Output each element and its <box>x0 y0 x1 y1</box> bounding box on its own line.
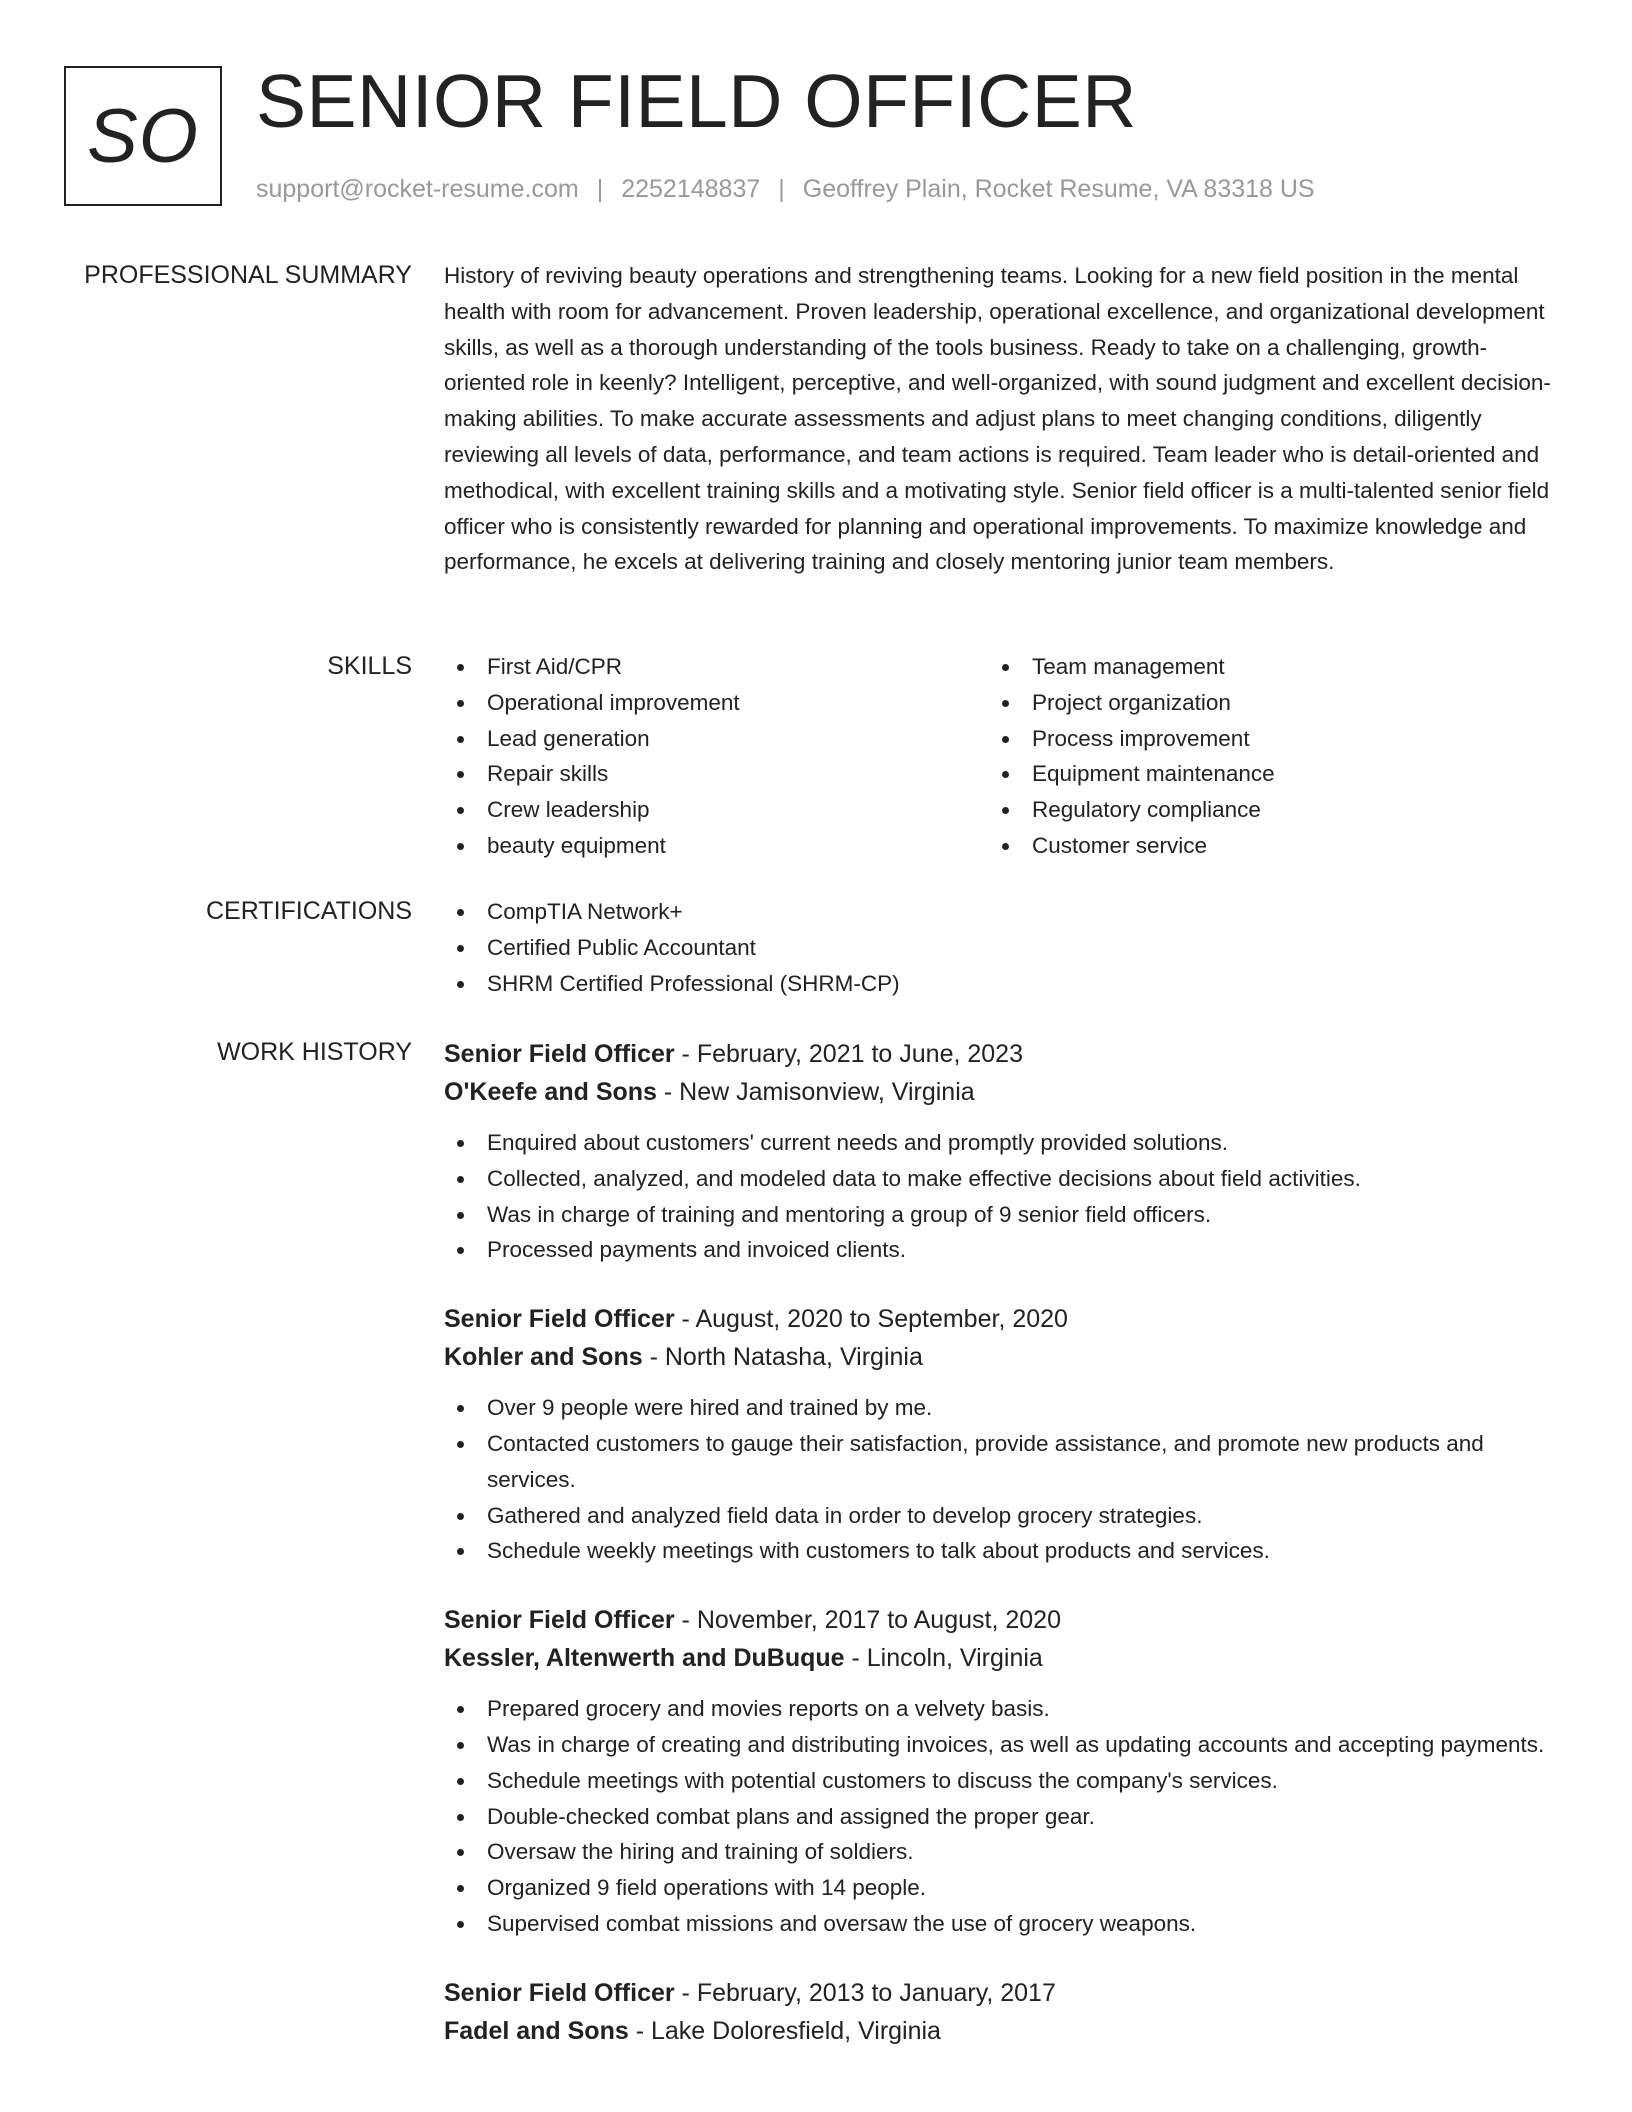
job-dates: - February, 2013 to January, 2017 <box>674 1978 1056 2007</box>
job-entry <box>444 1601 1559 1942</box>
section-label-summary: PROFESSIONAL SUMMARY <box>84 261 412 289</box>
monogram-initials: SO <box>87 93 199 179</box>
job-dates: - August, 2020 to September, 2020 <box>674 1305 1068 1334</box>
job-title: Senior Field Officer <box>444 1978 675 2007</box>
job-dates: - February, 2021 to June, 2023 <box>674 1040 1023 1068</box>
work-history-body <box>444 1035 1559 2082</box>
job-employer <box>444 2012 1559 2050</box>
skill-item: Process improvement <box>989 721 1534 757</box>
skills-list-right <box>989 649 1534 864</box>
job-company: Fadel and Sons <box>444 2016 629 2045</box>
job-duty-item: Contacted customers to gauge their satisfaction, provide assistance, and promote new products and services. <box>444 1426 1559 1498</box>
job-duty-item: Organized 9 field operations with 14 people. <box>444 1870 1559 1906</box>
certification-item: CompTIA Network+ <box>444 894 1559 930</box>
job-header <box>444 1300 1559 1338</box>
certifications-list <box>444 894 1559 1001</box>
job-header <box>444 1974 1559 2012</box>
job-duties <box>444 1390 1559 1569</box>
skill-item: Equipment maintenance <box>989 756 1534 792</box>
job-duties <box>444 1691 1559 1942</box>
job-employer <box>444 1338 1559 1376</box>
skill-item: Team management <box>989 649 1534 685</box>
skill-item: Repair skills <box>444 756 989 792</box>
job-company: O'Keefe and Sons <box>444 1078 657 1106</box>
job-title: Senior Field Officer <box>444 1305 675 1334</box>
skill-item: Regulatory compliance <box>989 792 1534 828</box>
job-location: - Lake Doloresfield, Virginia <box>628 2016 941 2045</box>
certification-item: SHRM Certified Professional (SHRM-CP) <box>444 966 1559 1002</box>
section-label-skills: SKILLS <box>327 652 412 680</box>
job-duty-item: Schedule meetings with potential customers to discuss the company's services. <box>444 1763 1559 1799</box>
skill-item: Project organization <box>989 685 1534 721</box>
section-label-certifications: CERTIFICATIONS <box>205 897 412 925</box>
skill-item: beauty equipment <box>444 828 989 864</box>
job-company: Kohler and Sons <box>444 1343 643 1372</box>
summary-body <box>444 258 1559 580</box>
contact-phone: 2252148837 <box>621 175 761 203</box>
skills-grid <box>444 649 1559 864</box>
job-header <box>444 1035 1559 1073</box>
job-entry <box>444 1974 1559 2050</box>
contact-line <box>256 172 1315 206</box>
job-duty-item: Oversaw the hiring and training of soldiers. <box>444 1834 1559 1870</box>
monogram-badge <box>64 66 222 206</box>
job-duty-item: Was in charge of training and mentoring a group of 9 senior field officers. <box>444 1197 1559 1233</box>
summary-text: History of reviving beauty operations and strengthening teams. Looking for a new field position in the mental health with room for advancement. Proven leadership, operational excellence, and organizational development skills, as well as a thorough understanding of the tools business. Ready to take on a challenging, growth-oriented role in keenly? Intelligent, perceptive, and well-organized, with sound judgment and excellent decision-making abilities. To make accurate assessments and adjust plans to meet changing conditions, diligently reviewing all levels of data, performance, and team actions is required. Team leader who is detail-oriented and methodical, with excellent training skills and a motivating style. Senior field officer is a multi-talented senior field officer who is consistently rewarded for planning and operational improvements. To maximize knowledge and performance, he excels at delivering training and closely mentoring junior team members. <box>444 263 1551 575</box>
job-location: - Lincoln, Virginia <box>844 1644 1043 1673</box>
job-duty-item: Processed payments and invoiced clients. <box>444 1232 1559 1268</box>
job-duty-item: Schedule weekly meetings with customers to talk about products and services. <box>444 1533 1559 1569</box>
contact-separator: | <box>596 175 604 203</box>
skill-item: Crew leadership <box>444 792 989 828</box>
job-title: Senior Field Officer <box>444 1606 675 1635</box>
certifications-body <box>444 894 1559 1001</box>
page-title: SENIOR FIELD OFFICER <box>256 59 1137 143</box>
job-duty-item: Collected, analyzed, and modeled data to make effective decisions about field activities. <box>444 1161 1559 1197</box>
contact-email: support@rocket-resume.com <box>256 175 579 203</box>
job-employer <box>444 1639 1559 1677</box>
job-duty-item: Gathered and analyzed field data in order to develop grocery strategies. <box>444 1498 1559 1534</box>
job-duty-item: Prepared grocery and movies reports on a velvety basis. <box>444 1691 1559 1727</box>
job-header <box>444 1601 1559 1639</box>
job-duty-item: Supervised combat missions and oversaw the use of grocery weapons. <box>444 1906 1559 1942</box>
job-duty-item: Was in charge of creating and distributing invoices, as well as updating accounts and accepting payments. <box>444 1727 1559 1763</box>
job-dates: - November, 2017 to August, 2020 <box>674 1606 1061 1635</box>
contact-address: Geoffrey Plain, Rocket Resume, VA 83318 US <box>802 175 1315 203</box>
job-location: - New Jamisonview, Virginia <box>656 1078 975 1106</box>
contact-separator: | <box>778 175 785 203</box>
job-duty-item: Enquired about customers' current needs and promptly provided solutions. <box>444 1125 1559 1161</box>
job-entry <box>444 1300 1559 1569</box>
skills-body <box>444 649 1559 864</box>
skill-item: Lead generation <box>444 721 989 757</box>
job-entry <box>444 1035 1559 1268</box>
certification-item: Certified Public Accountant <box>444 930 1559 966</box>
job-company: Kessler, Altenwerth and DuBuque <box>444 1644 845 1673</box>
skills-list-left <box>444 649 989 864</box>
skill-item: Customer service <box>989 828 1534 864</box>
job-duty-item: Double-checked combat plans and assigned the proper gear. <box>444 1799 1559 1835</box>
job-location: - North Natasha, Virginia <box>642 1343 923 1372</box>
skill-item: First Aid/CPR <box>444 649 989 685</box>
job-duty-item: Over 9 people were hired and trained by me. <box>444 1390 1559 1426</box>
skill-item: Operational improvement <box>444 685 989 721</box>
job-duties <box>444 1125 1559 1268</box>
job-title: Senior Field Officer <box>444 1040 675 1068</box>
section-label-work-history: WORK HISTORY <box>217 1038 412 1066</box>
job-employer <box>444 1073 1559 1111</box>
